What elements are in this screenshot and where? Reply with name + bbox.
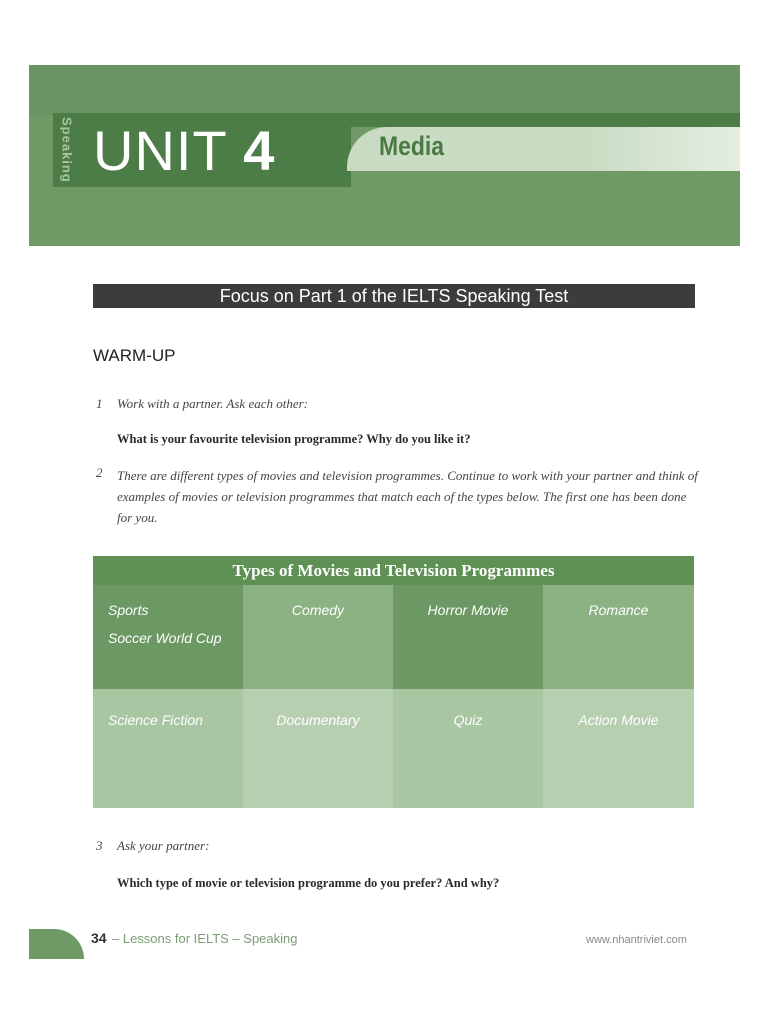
cell-label: Horror Movie — [427, 602, 509, 618]
cell-label: Documentary — [276, 712, 360, 728]
footer-title: – Lessons for IELTS – Speaking — [112, 931, 298, 946]
topic-tab-shine — [589, 127, 740, 171]
footer-url: www.nhantriviet.com — [586, 934, 687, 946]
exercise-1-number: 1 — [96, 396, 103, 411]
types-table — [93, 556, 694, 808]
exercise-3-number: 3 — [96, 838, 103, 853]
side-label: Speaking — [59, 117, 75, 183]
cell-documentary — [243, 689, 393, 808]
exercise-3-question: Which type of movie or television programme do you prefer? And why? — [117, 876, 500, 890]
banner-top-strip — [29, 65, 740, 115]
table-header — [93, 556, 694, 585]
cell-label: Quiz — [453, 712, 483, 728]
section-bar-text: Focus on Part 1 of the IELTS Speaking Test — [219, 285, 569, 306]
unit-word: UNIT — [93, 119, 227, 182]
section-bar — [93, 284, 695, 308]
cell-quiz — [393, 689, 543, 808]
topic-bar-top — [351, 113, 740, 127]
cell-label: Science Fiction — [108, 712, 203, 728]
topic-label: Media — [379, 131, 445, 161]
exercise-3-instruction: Ask your partner: — [117, 838, 210, 853]
footer-tab — [29, 929, 84, 959]
cell-label: Comedy — [291, 602, 345, 618]
cell-label: Action Movie — [578, 712, 659, 728]
exercise-1-question: What is your favourite television programme? Why do you like it? — [117, 432, 471, 446]
cell-example: Soccer World Cup — [108, 630, 222, 646]
exercise-1-instruction: Work with a partner. Ask each other: — [117, 396, 309, 411]
warmup-heading: WARM-UP — [93, 346, 176, 365]
cell-comedy — [243, 585, 393, 689]
cell-romance — [543, 585, 694, 689]
cell-science-fiction — [93, 689, 243, 808]
side-tab — [53, 113, 81, 187]
unit-title — [93, 121, 275, 181]
unit-number: 4 — [243, 119, 276, 182]
cell-label: Romance — [588, 602, 649, 618]
page-number: 34 — [91, 930, 107, 946]
cell-sports — [93, 585, 243, 689]
unit-banner — [29, 65, 740, 246]
table-title: Types of Movies and Television Programmes — [232, 560, 555, 580]
cell-label: Sports — [108, 602, 149, 618]
exercise-2-number: 2 — [96, 465, 103, 480]
cell-horror-movie — [393, 585, 543, 689]
cell-action-movie — [543, 689, 694, 808]
exercise-2-instruction: There are different types of movies and television programmes. Continue to work with your partner and think of examples of movies or television programmes that match each of the types below. The first one has been done for you. — [117, 468, 698, 525]
